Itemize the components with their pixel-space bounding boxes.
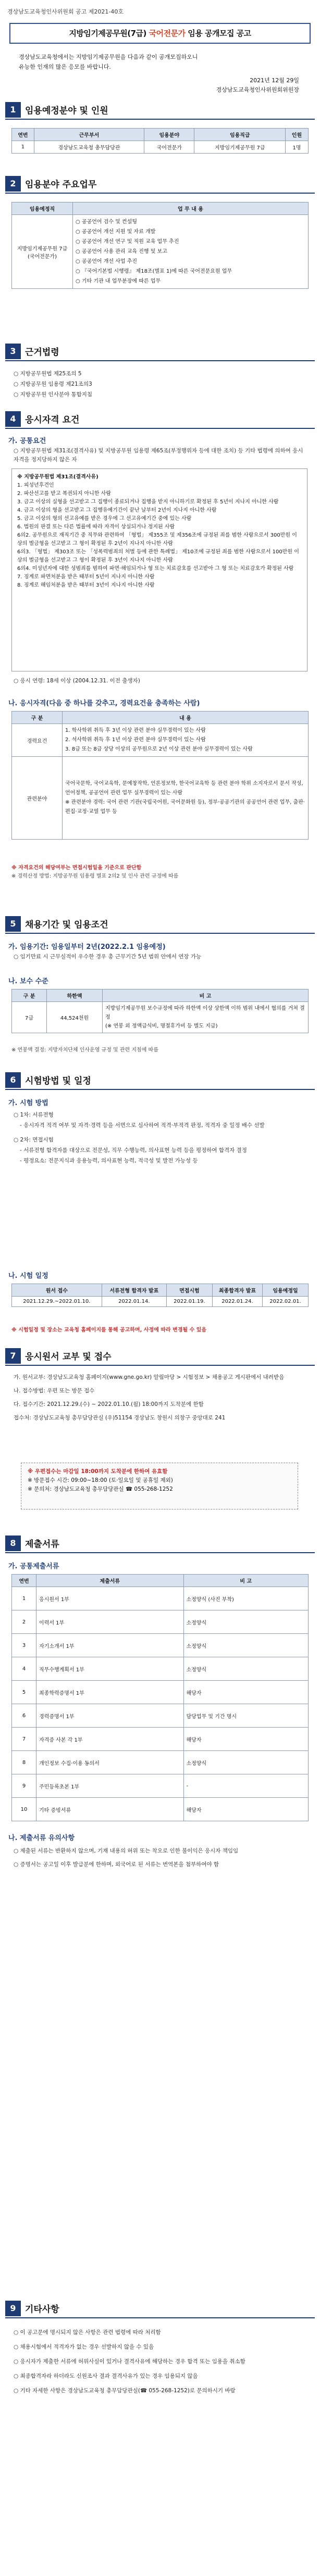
section-number: 9 [5,2301,21,2316]
table-cell: 자기소개서 1부 [36,1634,184,1657]
duties-list: ○ 공공언어 검수 및 컨설팅 ○ 공공언어 개선 지원 및 자료 개발 ○ 공공언어 개선 연구 및 직원 교육 업무 추진 ○ 공공언어 사용 관리 교육 진행 및 보고 ○ 공공언어 개선 사업 추진 ○ 『국어기본법 시행령』 제18조(별표 1)에 따른 국어전문요원 업무 ○ 기타 기관 내 업무분장에 따른 업무 [73,215,309,289]
section-label: 응시원서 교부 및 접수 [25,1352,112,1362]
section-1-header [5,102,315,119]
sub-heading: 가. 시험 방법 [8,1099,48,1107]
schedule-note: ※ 시험일정 및 장소는 교육청 홈페이지를 통해 공고하며, 사정에 따라 변경될 수 있음 [11,1327,207,1333]
apply-item: 가. 원서교부: 경상남도교육청 홈페이지(www.gne.go.kr) 알림마당 > 시험정보 > 채용공고 게시판에서 내려받음 [14,1374,285,1380]
duty-item: 공공언어 개선 연구 및 직원 교육 업무 추진 [81,239,179,245]
table-row [12,1297,309,1307]
table-cell: 경상남도교육청 총무담당관 [34,141,144,154]
table-row [12,1681,309,1704]
duty-item: 『국어기본법 시행령』 제18조(별표 1)에 따른 국어전문요원 업무 [81,269,232,274]
duty-item: 공공언어 검수 및 컨설팅 [81,219,138,225]
etc-item: ○ 기타 자세한 사항은 경상남도교육청 총무담당관실(☎ 055-268-1252)로 문의하시기 바람 [14,2388,236,2394]
list-item: 5. 금고 이상의 형의 선고유예를 받은 경우에 그 선고유예기간 중에 있는 사람 [17,516,192,522]
intro-line: 유능한 인재의 많은 응모를 바랍니다. [19,64,111,70]
remark: ※ 자격요건의 해당여부는 면접시험일을 기준으로 판단함 [11,865,142,871]
section-label: 제출서류 [25,1539,59,1550]
etc-list [14,2327,305,2396]
sub-heading: 나. 제출서류 유의사항 [8,1834,75,1842]
table-cell: 1. 학사학위 취득 후 3년 이상 관련 분야 실무경력이 있는 사람 2. 석사학위 취득 후 1년 이상 관련 분야 실무경력이 있는 사람 3. 8급 또는 8급 상당 이상의 공무원으로 2년 이상 관련 분야 실무경력이 있는 사람 [63,724,309,757]
sub-heading: 나. 보수 수준 [8,978,48,985]
duty-item: 공공언어 개선 사업 추진 [81,259,138,264]
section-9-header [5,2301,315,2317]
qualification-text: ○ 지방공무원법 제31조(결격사유) 및 지방공무원 임용령 제65조(부정행위자 등에 대한 조치) 등 기타 법령에 의하여 응시 자격을 정지당하지 않은 자 [14,448,303,463]
section-label: 기타사항 [25,2304,59,2315]
etc-item: ○ 응시자가 제출한 서류에 허위사실이 있거나 결격사유에 해당하는 경우 합격 또는 임용을 취소함 [14,2358,245,2365]
table-header: 비 고 [103,989,309,1002]
table-cell: 소정양식 [183,1657,309,1681]
table-row [12,1610,309,1634]
table-row [12,1634,309,1657]
exam-detail: - 평정요소: 전문지식과 응용능력, 의사표현 능력, 적극성 및 발전 가능성 등 [20,1158,198,1164]
table-row [12,1002,309,1033]
qualification-table [11,711,309,840]
etc-item: ○ 최종합격자라 하더라도 신원조사 결과 결격사유가 있는 경우 임용되지 않음 [14,2373,198,2379]
table-cell: 기타 증빙서류 [36,1798,184,1821]
table-cell: 응시원서 1부 [36,1587,184,1610]
table-header: 면접시험 [166,1284,212,1297]
table-cell: 경력요건 [12,724,63,757]
law-item: ○ 지방공무원 인사분야 통합지침 [14,391,93,398]
table-header: 제출서류 [36,1575,184,1587]
table-cell: 2022.01.24. [212,1297,262,1307]
intro-text [19,52,300,72]
table-cell: 2021.12.29.~2022.01.10. [12,1297,102,1307]
table-header: 임용직급 [194,129,286,141]
term-text: ○ 임기만료 시 근무실적이 우수한 경우 총 근무기간 5년 범위 안에서 연장 가능 [14,954,202,960]
duty-item: 공공언어 사용 관리 교육 진행 및 보고 [81,249,167,255]
table-row [12,1587,309,1610]
law-item: ○ 지방공무원법 제25조의 5 [14,371,82,377]
table-header: 업 무 내 용 [73,202,309,215]
table-header: 연번 [12,1575,36,1587]
section-label: 근거법령 [25,347,59,358]
table-row [12,1751,309,1774]
box-title: ※ 지방공무원법 제31조(결격사유) [17,474,99,480]
table-row [12,1774,309,1798]
table-cell: 국어전문가 [144,141,194,154]
duty-item: 기타 기관 내 업무분장에 따른 업무 [81,278,161,284]
table-header: 서류전형 합격자 발표 [102,1284,166,1297]
table-cell: 6 [12,1704,36,1728]
section-5-header [5,916,315,933]
table-cell: 지방임기제공무원 7급 (국어전문가) [12,215,73,289]
exam-detail: - 서류전형 합격자를 대상으로 전문성, 직무 수행능력, 의사표현 능력 등을 평정하여 합격자 결정 [20,1147,247,1153]
table-cell: 10 [12,1798,36,1821]
warning-line: ※ 우편접수는 마감일 18:00까지 도착분에 한하여 유효함 [28,1468,168,1475]
table-header: 비 고 [183,1575,309,1587]
section-3-header [5,344,315,360]
issue-info [216,76,299,95]
table-cell: 2022.01.14. [102,1297,166,1307]
table-cell: 소정양식 [183,1610,309,1634]
duties-table [11,202,309,289]
table-header: 구 분 [12,989,47,1002]
table-cell: 이력서 1부 [36,1610,184,1634]
list-item: 8. 징계로 해임처분을 받은 때부터 3년이 지나지 아니한 사람 [17,582,155,588]
table-header: 임용분야 [144,129,194,141]
salary-table [11,989,309,1033]
notice-number: 경상남도교육청인사위원회 공고 제2021-40호 [7,8,124,15]
remark: ※ 경력산정 방법: 지방공무원 임용령 별표 2의2 및 인사 관련 규정에 따름 [11,873,179,879]
table-cell: 담당업무 및 기간 명시 [183,1704,309,1728]
table-cell: 7급 [12,1002,47,1033]
table-header: 연번 [12,129,34,141]
table-row [12,215,309,289]
table-header: 최종합격자 발표 [212,1284,262,1297]
table-cell: 경력증명서 1부 [36,1704,184,1728]
table-cell: 관련분야 [12,757,63,840]
apply-item: 다. 접수기간: 2021.12.29.(수) ~ 2022.01.10.(월) 18:00까지 도착분에 한함 [14,1401,204,1407]
apply-address: 접수처: 경상남도교육청 총무담당관실 (우)51154 경상남도 창원시 의창구 중앙대로 241 [14,1415,226,1421]
list-item: 3. 금고 이상의 실형을 선고받고 그 집행이 종료되거나 집행을 받지 아니하기로 확정된 후 5년이 지나지 아니한 사람 [17,499,279,505]
sub-heading: 가. 공통제출서류 [8,1563,59,1570]
table-cell: 5 [12,1681,36,1704]
duty-item: 공공언어 개선 지원 및 자료 개발 [81,229,156,235]
list-item: 1. 피성년후견인 [17,483,54,488]
sub-heading: 나. 시험 일정 [8,1272,48,1280]
section-number: 6 [5,1072,21,1088]
exam-detail: - 응시자격 적격 여부 및 자격·경력 등을 서면으로 심사하여 적격·부적격 판정, 적격자 중 일정 배수 선발 [20,1122,265,1128]
table-cell: 지방임기제공무원 보수규정에 따라 하한액 이상 상한액 이하 범위 내에서 협의를 거쳐 결정 (※ 연봉 외 정액급식비, 명절휴가비 등 별도 지급) [103,1002,309,1033]
table-cell: 44,524천원 [47,1002,103,1033]
table-cell: 8 [12,1751,36,1774]
list-item: 6의3. 「형법」 제303조 또는 「성폭력범죄의 처벌 등에 관한 특례법」 제10조에 규정된 죄를 범한 사람으로서 100만원 이상의 벌금형을 선고받고 그 형이 확정된 후 3년이 지나지 아니한 사람 [17,549,299,563]
table-row [12,1798,309,1821]
table-cell: 2 [12,1610,36,1634]
section-number: 5 [5,916,21,932]
table-cell: 1 [12,141,34,154]
docs-notes [14,1846,305,1870]
list-item: 6. 법원의 판결 또는 다른 법률에 따라 자격이 상실되거나 정지된 사람 [17,524,175,530]
apply-info [14,1372,305,1423]
documents-table [11,1574,309,1821]
table-cell: 2022.02.01. [263,1297,309,1307]
table-cell: 소정양식 [183,1634,309,1657]
table-header: 하한액 [47,989,103,1002]
table-header: 내 용 [63,712,309,724]
schedule-table [11,1284,309,1307]
section-number: 3 [5,344,21,359]
table-header: 구 분 [12,712,63,724]
table-cell: 3 [12,1634,36,1657]
exam-step: ○ 1차: 서류전형 [14,1112,54,1118]
warning-line: ※ 방문접수 시간: 09:00~18:00 (토·일요일 및 공휴일 제외) [28,1477,173,1483]
exam-method [14,1110,305,1166]
table-header: 근무부서 [34,129,144,141]
law-list [14,369,305,400]
section-8-header [5,1536,315,1552]
section-label: 채용기간 및 임용조건 [25,920,108,930]
title-suffix: 임용 공개모집 공고 [185,29,251,38]
table-cell: 소정양식 [183,1751,309,1774]
sub-heading: 가. 공통요건 [8,437,46,445]
qualification-remarks [11,864,309,881]
table-cell: 1명 [286,141,309,154]
table-header: 인원 [286,129,309,141]
table-cell: 2022.01.19. [166,1297,212,1307]
exam-step: ○ 2차: 면접시험 [14,1137,54,1143]
section-number: 4 [5,411,21,427]
table-row [12,1704,309,1728]
title-highlight: 국어전문가 [149,29,186,38]
position-table [11,128,309,154]
table-cell: 주민등록초본 1부 [36,1774,184,1798]
list-item: 2. 파산선고를 받고 복권되지 아니한 사람 [17,491,111,497]
table-row [12,757,309,840]
age-note: ○ 응시 연령: 18세 이상 (2004.12.31. 이전 출생자) [14,678,140,684]
page-title [9,23,311,44]
table-cell: 최종학력증명서 1부 [36,1681,184,1704]
docs-note: ○ 증명서는 공고일 이후 발급분에 한하며, 외국어로 된 서류는 번역본을 첨부하여야 함 [14,1861,219,1868]
title-prefix: 지방임기제공무원(7급) [69,29,149,38]
table-row [12,141,309,154]
table-row [12,1657,309,1681]
section-6-header [5,1072,315,1089]
docs-note: ○ 제출된 서류는 반환하지 않으며, 기재 내용의 허위 또는 착오로 인한 불이익은 응시자 책임임 [14,1848,239,1854]
sub-heading: 나. 응시자격(다음 중 하나를 갖추고, 경력요건을 충족하는 사람) [8,700,200,707]
table-cell: 직무수행계획서 1부 [36,1657,184,1681]
etc-item: ○ 이 공고문에 명시되지 않은 사항은 관련 법령에 따라 처리함 [14,2329,161,2336]
table-cell: 4 [12,1657,36,1681]
apply-warning-box [21,1463,298,1509]
table-cell: 자격증 사본 각 1부 [36,1728,184,1751]
intro-line: 경상남도교육청에서는 지방임기제공무원을 다음과 같이 공개모집하오니 [19,54,198,60]
table-cell: 해당자 [183,1681,309,1704]
table-header: 원서 접수 [12,1284,102,1297]
section-number: 2 [5,176,21,192]
section-label: 시험방법 및 일정 [25,1076,91,1086]
table-header: 임용예정직 [12,202,73,215]
etc-item: ○ 채용시험에서 적격자가 없는 경우 선발하지 않을 수 있음 [14,2344,154,2350]
list-item: 4. 금고 이상의 형을 선고받고 그 집행유예기간이 끝난 날부터 2년이 지나지 아니한 사람 [17,507,217,513]
table-row [12,724,309,757]
table-cell: 국어국문학, 국어교육학, 문예창작학, 언론정보학, 한국어교육학 등 관련 분야 학위 소지자로서 문서 작성, 언어정책, 공공언어 관련 업무 실무경력이 있는 사람 ※ 관련분야 경력: 국어 관련 기관(국립국어원, 국어문화원 등), 정부·공공기관의 공공언어 관련 업무, 출판·편집·교정·교열 업무 등 [63,757,309,840]
table-cell: 소정양식 (사진 부착) [183,1587,309,1610]
table-row [12,1728,309,1751]
table-cell: - [183,1774,309,1798]
section-4-header [5,411,315,428]
section-7-header [5,1348,315,1365]
table-cell: 1 [12,1587,36,1610]
table-header: 임용예정일 [263,1284,309,1297]
salary-note: ※ 연봉액 결정: 지방자치단체 인사운영 규정 및 관련 지침에 따름 [11,1047,158,1053]
section-label: 임용예정분야 및 인원 [25,106,108,116]
list-item: 6의4. 미성년자에 대한 성범죄를 범하여 파면·해임되거나 형 또는 치료감호를 선고받아 그 형 또는 치료감호가 확정된 사람 [17,566,294,572]
list-item: 6의2. 공무원으로 재직기간 중 직무와 관련하여 「형법」 제355조 및 제356조에 규정된 죄를 범한 사람으로서 300만원 이상의 벌금형을 선고받고 그 형이 확정된 후 2년이 지나지 아니한 사람 [17,532,297,547]
sub-heading: 가. 임용기간: 임용일부터 2년(2022.2.1 임용예정) [8,943,166,951]
section-label: 응시자격 요건 [25,415,80,425]
warning-line: ※ 문의처: 경상남도교육청 총무담당관실 ☎ 055-268-1252 [28,1486,173,1492]
table-cell: 7 [12,1728,36,1751]
section-number: 8 [5,1536,21,1551]
table-cell: 해당자 [183,1728,309,1751]
table-cell: 개인정보 수집·이용 동의서 [36,1751,184,1774]
disqualification-box [11,468,307,671]
apply-item: 나. 접수방법: 우편 또는 방문 접수 [14,1388,95,1394]
table-cell: 지방임기제공무원 7급 [194,141,286,154]
section-number: 1 [5,102,21,118]
table-cell: 해당자 [183,1798,309,1821]
list-item: 7. 징계로 파면처분을 받은 때부터 5년이 지나지 아니한 사람 [17,574,155,580]
section-number: 7 [5,1348,21,1364]
section-label: 임용분야 주요업무 [25,180,97,190]
law-item: ○ 지방공무원 임용령 제21조의3 [14,381,92,387]
issuer: 경상남도교육청인사위원회위원장 [216,86,299,93]
issue-date: 2021년 12월 29일 [250,77,299,84]
table-cell: 9 [12,1774,36,1798]
section-2-header [5,176,315,193]
